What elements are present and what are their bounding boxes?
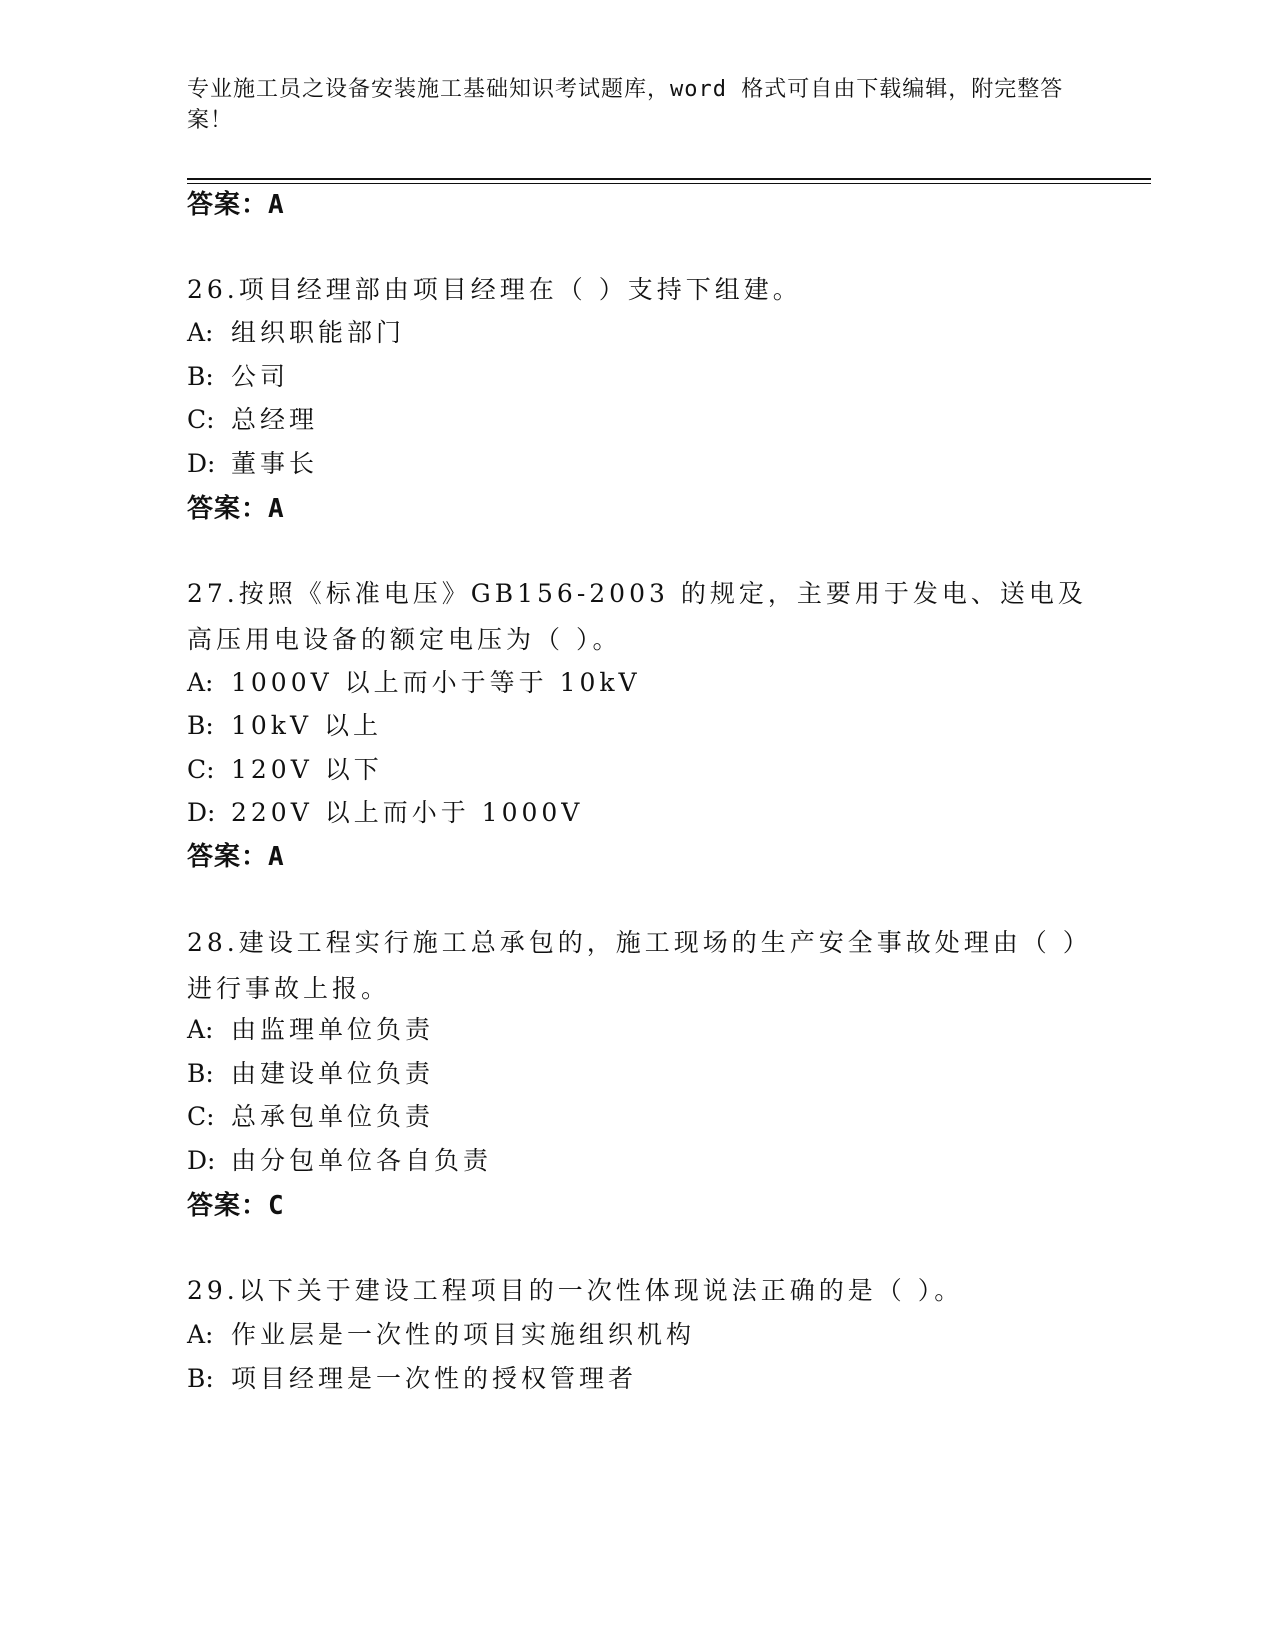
question-26-answer: 答案：A — [187, 494, 285, 524]
question-29-stem: 29.以下关于建设工程项目的一次性体现说法正确的是（ ）。 — [187, 1276, 964, 1305]
question-26-option-d — [187, 449, 1087, 479]
option-text: 由监理单位负责 — [231, 1015, 435, 1044]
option-letter: D: — [187, 798, 216, 827]
question-27-stem: 27.按照《标准电压》GB156-2003 的规定，主要用于发电、送电及高压用电设备的额定电压为（ ）。 — [187, 579, 1087, 654]
question-26-stem: 26.项目经理部由项目经理在（ ）支持下组建。 — [187, 275, 802, 304]
option-text: 由建设单位负责 — [231, 1059, 435, 1088]
option-text: 1000V 以上而小于等于 10kV — [231, 668, 641, 697]
option-letter: A: — [187, 668, 214, 697]
document-header: 专业施工员之设备安装施工基础知识考试题库，word 格式可自由下载编辑，附完整答案！ — [187, 77, 1064, 133]
option-text: 董事长 — [231, 449, 319, 478]
header-rule-thin — [187, 183, 1151, 184]
question-29-option-a — [187, 1320, 1087, 1350]
question-28-option-d — [187, 1146, 1087, 1176]
question-29-option-b — [187, 1364, 1087, 1394]
option-text: 120V 以下 — [231, 755, 383, 784]
option-text: 作业层是一次性的项目实施组织机构 — [231, 1320, 696, 1349]
option-text: 项目经理是一次性的授权管理者 — [231, 1364, 638, 1393]
option-letter: C: — [187, 755, 215, 784]
answer-prev: 答案：A — [187, 190, 285, 220]
option-letter: D: — [187, 1146, 216, 1175]
question-26-option-a — [187, 318, 1087, 348]
question-27-option-c — [187, 755, 1087, 785]
question-28-option-b — [187, 1059, 1087, 1089]
question-28-option-c — [187, 1102, 1087, 1132]
option-text: 总承包单位负责 — [231, 1102, 435, 1131]
question-28-answer: 答案：C — [187, 1191, 285, 1221]
question-26-option-c — [187, 405, 1087, 435]
option-letter: C: — [187, 1102, 215, 1131]
question-28-stem: 28.建设工程实行施工总承包的，施工现场的生产安全事故处理由（ ）进行事故上报。 — [187, 928, 1080, 1003]
option-letter: C: — [187, 405, 215, 434]
option-letter: B: — [187, 711, 214, 740]
option-letter: B: — [187, 362, 214, 391]
question-26-option-b — [187, 362, 1087, 392]
option-text: 220V 以上而小于 1000V — [231, 798, 584, 827]
option-letter: A: — [187, 318, 214, 347]
question-28-option-a — [187, 1015, 1087, 1045]
option-letter: B: — [187, 1059, 214, 1088]
option-letter: A: — [187, 1015, 214, 1044]
option-text: 公司 — [231, 362, 290, 391]
question-27-option-a — [187, 668, 1087, 698]
header-rule — [187, 178, 1151, 180]
option-text: 10kV 以上 — [231, 711, 382, 740]
option-text: 由分包单位各自负责 — [231, 1146, 493, 1175]
option-text: 组织职能部门 — [231, 318, 406, 347]
option-letter: A: — [187, 1320, 214, 1349]
option-letter: D: — [187, 449, 216, 478]
question-27-option-d — [187, 798, 1087, 828]
question-27-answer: 答案：A — [187, 842, 285, 872]
option-text: 总经理 — [231, 405, 319, 434]
question-27-option-b — [187, 711, 1087, 741]
option-letter: B: — [187, 1364, 214, 1393]
